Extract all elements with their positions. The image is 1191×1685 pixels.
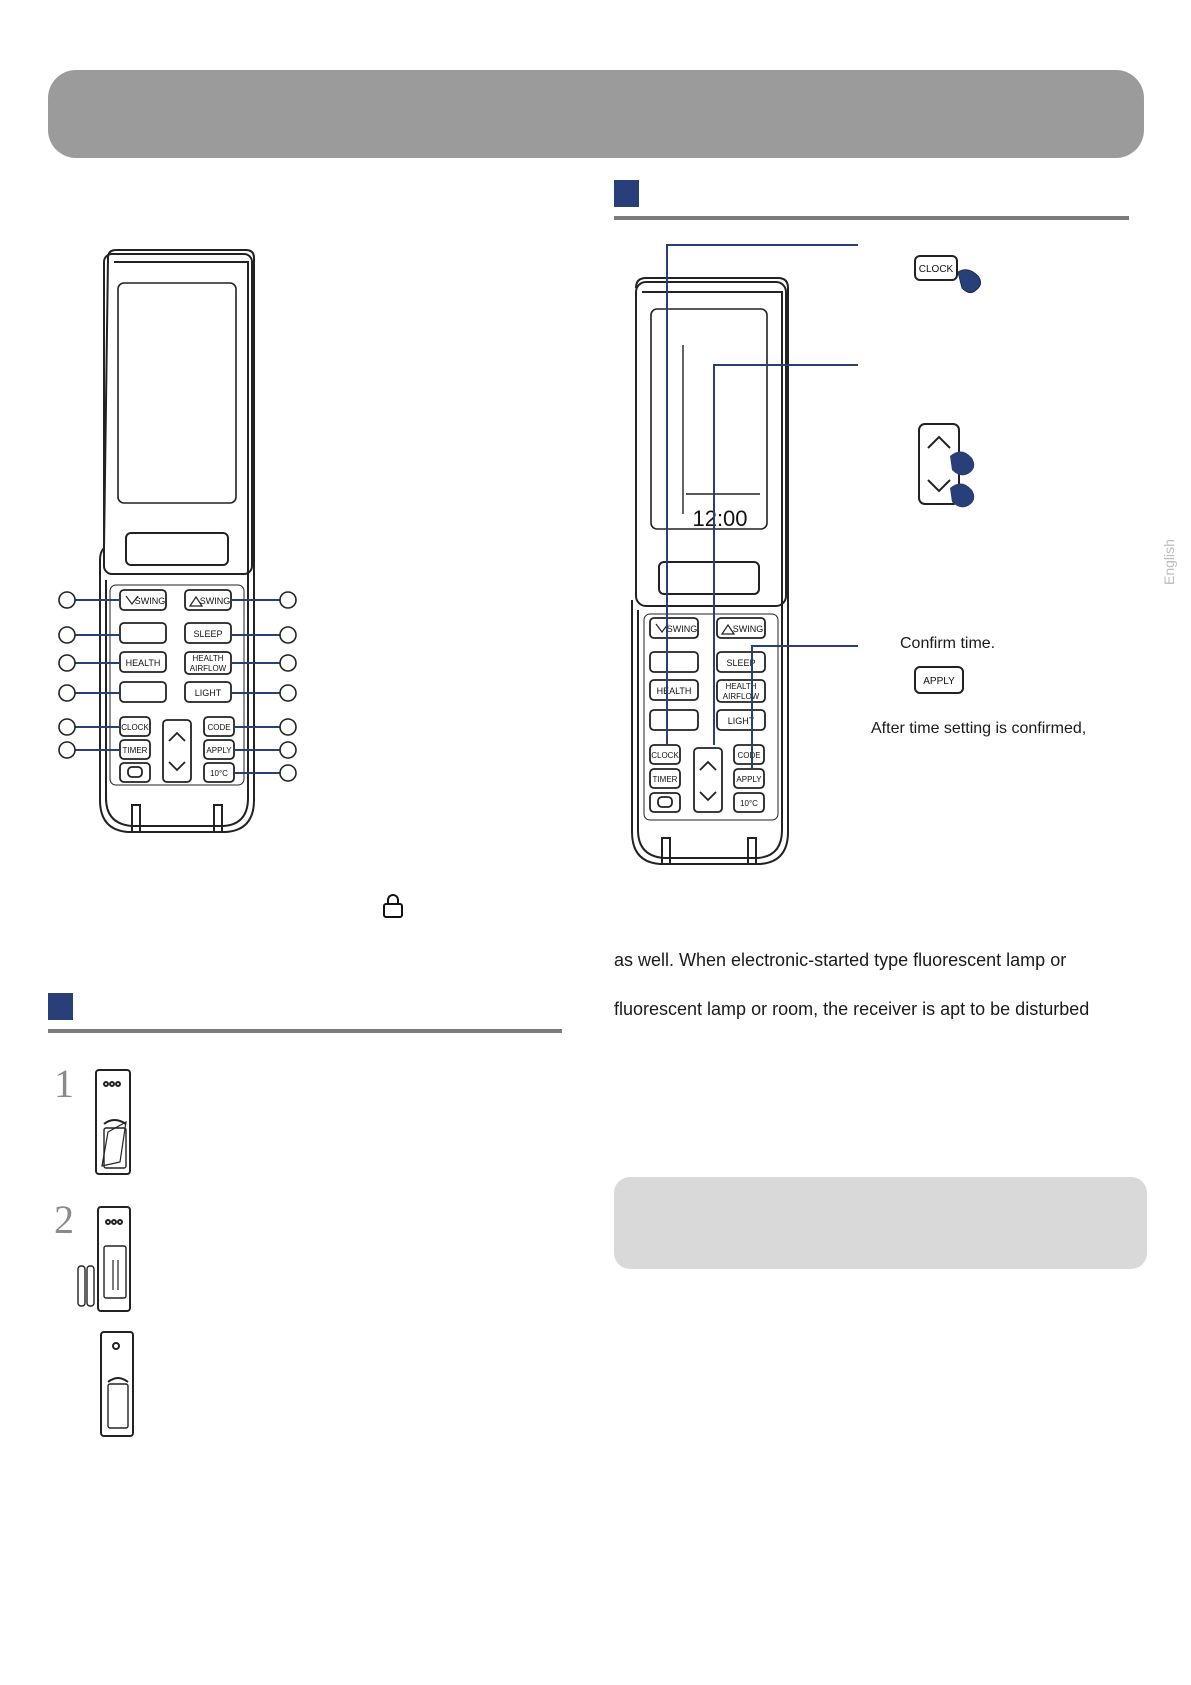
r-btn-swing-v-label: SWING	[666, 624, 698, 634]
side-language-tab: English	[1161, 539, 1177, 585]
btn-light-label: LIGHT	[194, 688, 222, 698]
after-setting-text: After time setting is confirmed,	[871, 720, 1087, 737]
btn-clock-label: CLOCK	[121, 723, 149, 732]
remote-diagram-left	[55, 248, 330, 838]
r-btn-light-label: LIGHT	[727, 716, 755, 726]
confirm-time-text: Confirm time.	[900, 635, 996, 652]
r-btn-code-label: CODE	[737, 751, 761, 760]
btn-swing-h-label: SWING	[199, 596, 231, 606]
btn-code-label: CODE	[207, 723, 231, 732]
btn-sleep-label: SLEEP	[193, 629, 223, 639]
btn-timer-label: TIMER	[122, 746, 148, 755]
btn-health-airflow-label-1: HEALTH	[192, 654, 224, 663]
display-time: 12:00	[692, 506, 748, 531]
btn-health-airflow-label-2: AIRFLOW	[189, 664, 227, 673]
r-btn-health-airflow-label-2: AIRFLOW	[722, 692, 760, 701]
section-marker-batteries	[48, 993, 73, 1020]
section-rule-batteries	[48, 1029, 562, 1033]
paragraph-line-2: fluorescent lamp or room, the receiver is apt to be disturbed	[614, 999, 1090, 1019]
r-btn-health-label: HEALTH	[656, 686, 692, 696]
paragraph-line-1: as well. When electronic-started type fluorescent lamp or	[614, 950, 1067, 970]
btn-health-label: HEALTH	[125, 658, 161, 668]
section-marker-clock	[614, 180, 639, 207]
r-btn-health-airflow-label-1: HEALTH	[725, 682, 757, 691]
btn-apply-label: APPLY	[206, 746, 232, 755]
callout-apply-label: APPLY	[923, 676, 955, 687]
r-btn-apply-label: APPLY	[736, 775, 762, 784]
note-box	[614, 1177, 1147, 1269]
header-banner	[48, 70, 1144, 158]
step-number-1: 1	[54, 1061, 74, 1106]
battery-steps-illustration	[76, 1065, 166, 1445]
step-number-2: 2	[54, 1197, 74, 1242]
lock-icon	[381, 893, 405, 919]
r-btn-timer-label: TIMER	[652, 775, 678, 784]
r-btn-sleep-label: SLEEP	[726, 658, 756, 668]
r-btn-clock-label: CLOCK	[651, 751, 679, 760]
r-btn-ten-c-label: 10°C	[740, 799, 758, 808]
remote-diagram-right	[625, 240, 1145, 870]
callout-clock-label: CLOCK	[918, 264, 954, 275]
r-btn-swing-h-label: SWING	[732, 624, 764, 634]
btn-swing-v-label: SWING	[134, 596, 166, 606]
section-rule-clock	[614, 216, 1129, 220]
btn-ten-c-label: 10°C	[210, 769, 228, 778]
